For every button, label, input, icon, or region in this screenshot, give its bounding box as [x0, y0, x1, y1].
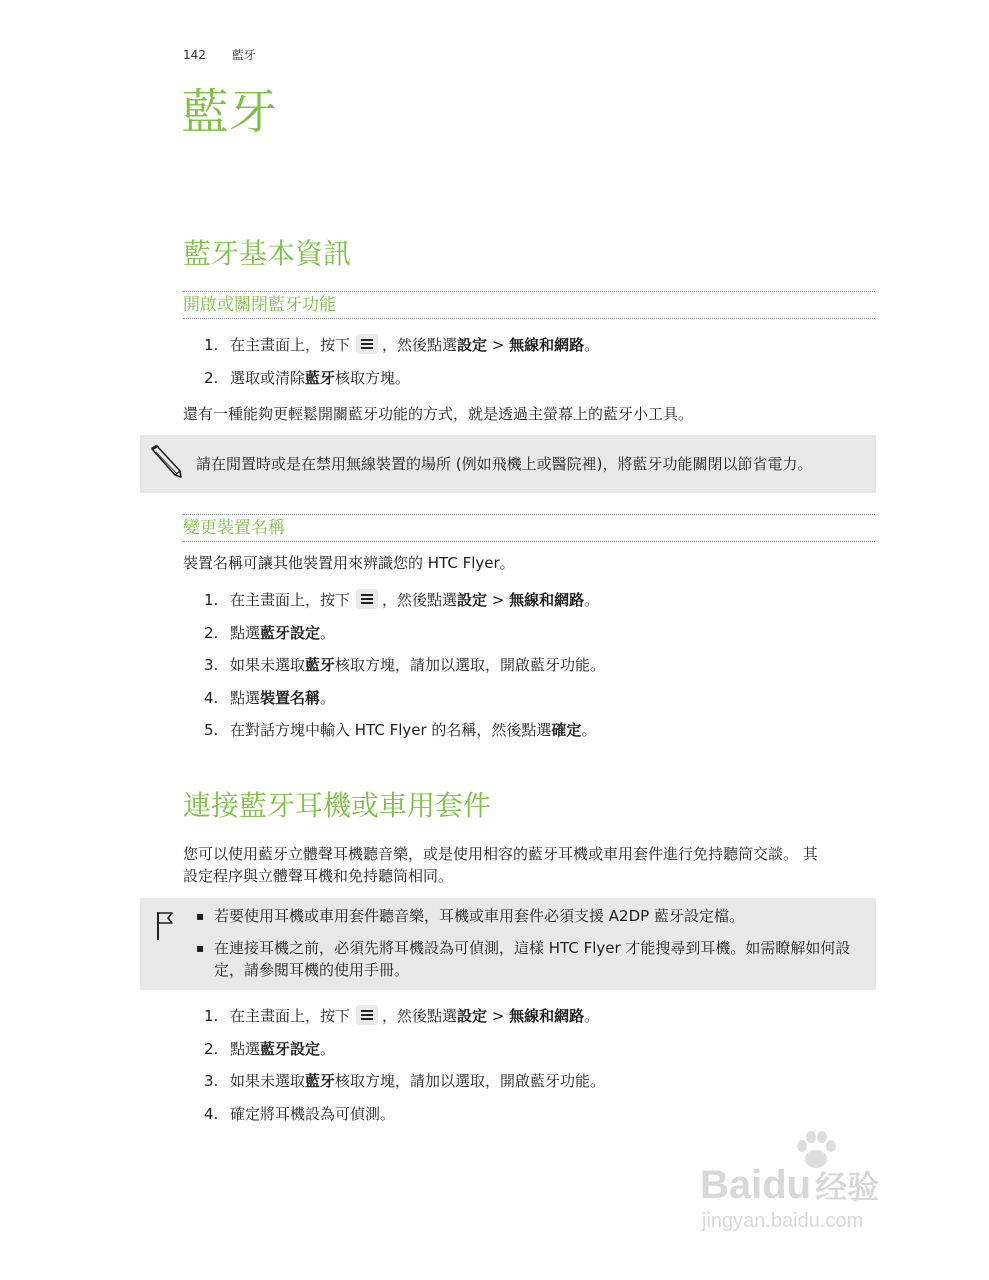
tip-paragraph: 還有一種能夠更輕鬆開關藍牙功能的方式，就是透過主螢幕上的藍牙小工具。: [183, 405, 694, 423]
watermark-url: jingyan.baidu.com: [702, 1210, 864, 1232]
note-text: 請在閒置時或是在禁用無線裝置的場所 (例如飛機上或醫院裡)，將藍牙功能關閉以節省電力。: [196, 455, 813, 473]
list-item: 1. 在主畫面上，按下 ，然後點選設定 > 無線和網路。: [204, 591, 600, 609]
section-title-basic: 藍牙基本資訊: [183, 237, 352, 270]
list-item: 2. 選取或清除藍牙核取方塊。: [204, 368, 411, 387]
steps-toggle: [204, 334, 864, 399]
running-header: [183, 46, 256, 63]
running-section: 藍牙: [231, 48, 256, 62]
list-item: 4. 確定將耳機設為可偵測。: [204, 1104, 396, 1123]
watermark-brand: Baidu 经验: [700, 1163, 880, 1207]
subsection-rename: [183, 514, 875, 542]
menu-icon: [356, 589, 378, 609]
section-title-headset: 連接藍牙耳機或車用套件: [183, 789, 492, 822]
list-item: 2. 點選藍牙設定。: [204, 623, 336, 642]
pencil-icon: [148, 443, 184, 479]
list-item: ▪ 若要使用耳機或車用套件聽音樂，耳機或車用套件必須支援 A2DP 藍牙設定檔。: [196, 905, 870, 927]
flag-icon: [152, 908, 178, 944]
subsection-title-toggle: 開啟或關閉藍牙功能: [183, 295, 336, 315]
note-box-power: [140, 435, 876, 493]
list-item: 1. 在主畫面上，按下 ，然後點選設定 > 無線和網路。: [204, 1007, 600, 1025]
note-bullets: [196, 905, 870, 981]
subsection-title-rename: 變更裝置名稱: [183, 518, 285, 538]
rename-intro: 裝置名稱可讓其他裝置用來辨識您的 HTC Flyer。: [183, 554, 515, 572]
list-item: 3. 如果未選取藍牙核取方塊，請加以選取，開啟藍牙功能。: [204, 1072, 606, 1090]
list-item: 3. 如果未選取藍牙核取方塊，請加以選取，開啟藍牙功能。: [204, 656, 606, 674]
menu-icon: [356, 334, 378, 354]
subsection-toggle: [183, 291, 875, 319]
note-box-headset: [140, 898, 876, 990]
list-item: 5. 在對話方塊中輸入 HTC Flyer 的名稱，然後點選確定。: [204, 721, 597, 739]
page-number: 142: [183, 48, 206, 62]
list-item: 4. 點選裝置名稱。: [204, 688, 336, 707]
list-item: 2. 點選藍牙設定。: [204, 1039, 336, 1058]
list-item: 1. 在主畫面上，按下 ，然後點選設定 > 無線和網路。: [204, 336, 600, 354]
headset-intro: 您可以使用藍牙立體聲耳機聽音樂，或是使用相容的藍牙耳機或車用套件進行免持聽筒交談。 其 設定程序與立體聲耳機和免持聽筒相同。: [183, 845, 818, 885]
chapter-title: 藍牙: [181, 84, 278, 140]
watermark: [700, 1130, 940, 1240]
list-item: ▪ 在連接耳機之前，必須先將耳機設為可偵測，這樣 HTC Flyer 才能搜尋到耳機。如需瞭解如何設定，請參閱耳機的使用手冊。: [196, 937, 870, 981]
menu-icon: [356, 1005, 378, 1025]
steps-rename: [204, 589, 864, 752]
steps-headset: [204, 1005, 864, 1135]
